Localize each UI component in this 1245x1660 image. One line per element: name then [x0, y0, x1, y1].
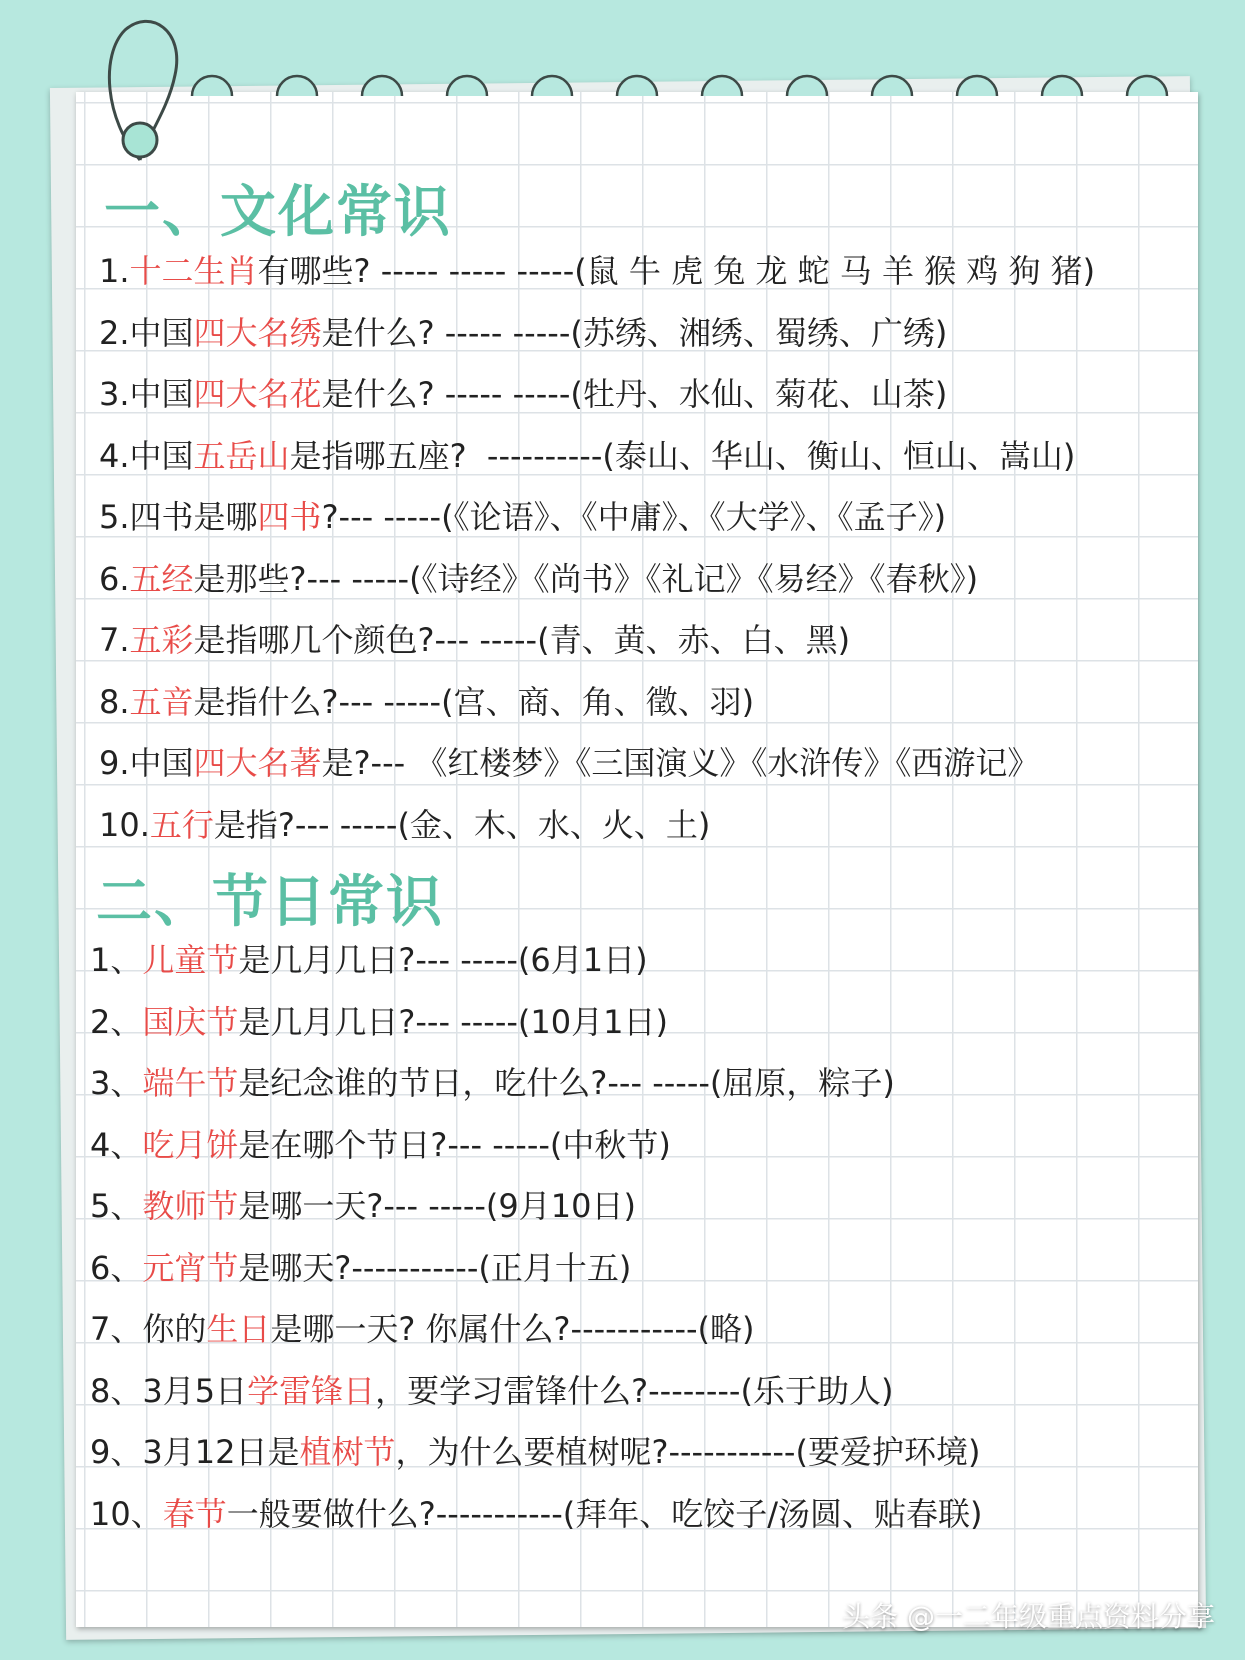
item-number: 9.中国 — [99, 744, 194, 782]
item-number: 5、 — [90, 1187, 143, 1225]
item-question-answer: 是指?--- -----(金、木、水、火、土) — [213, 805, 711, 844]
item-number: 1、 — [90, 941, 143, 979]
culture-question-item — [99, 610, 1189, 672]
item-number: 3、 — [90, 1064, 143, 1102]
item-number: 6、 — [90, 1248, 143, 1287]
item-number: 10. — [99, 805, 150, 844]
festival-question-item — [90, 1053, 1180, 1115]
culture-question-item — [99, 487, 1189, 549]
item-number: 7. — [99, 621, 130, 659]
item-question-answer: 是什么? ----- -----(牡丹、水仙、菊花、山茶) — [321, 375, 948, 413]
item-question-answer: 是指什么?--- -----(宫、商、角、徵、羽) — [193, 682, 755, 721]
festival-question-item — [90, 1176, 1180, 1238]
item-question-answer: 有哪些? ----- ----- -----(鼠 牛 虎 兔 龙 蛇 马 羊 猴 鸡 狗 猪) — [257, 252, 1096, 290]
highlight-term: 吃月饼 — [142, 1125, 239, 1164]
highlight-term: 儿童节 — [142, 941, 239, 979]
item-question-answer: 一般要做什么?-----------(拜年、吃饺子/汤圆、贴春联) — [226, 1494, 983, 1533]
highlight-term: 四书 — [257, 498, 322, 536]
highlight-term: 学雷锋日 — [247, 1371, 376, 1410]
culture-question-list — [99, 241, 1189, 856]
festival-question-item — [90, 992, 1180, 1054]
item-question-answer: 是指哪五座? ----------(泰山、华山、衡山、恒山、嵩山) — [289, 436, 1076, 475]
highlight-term: 五经 — [129, 559, 194, 598]
highlight-term: 生日 — [206, 1310, 271, 1348]
item-number: 7、你的 — [90, 1310, 207, 1348]
item-number: 2、 — [90, 1002, 143, 1041]
culture-question-item — [99, 303, 1189, 365]
highlight-term: 端午节 — [142, 1064, 239, 1102]
festival-question-list — [90, 930, 1180, 1545]
item-number: 3.中国 — [99, 375, 194, 413]
culture-question-item — [99, 364, 1189, 426]
culture-question-item — [99, 241, 1189, 303]
festival-question-item — [90, 1361, 1180, 1423]
watermark: 头条 @一二年级重点资料分享 — [842, 1600, 1215, 1633]
item-number: 6. — [99, 559, 130, 598]
highlight-term: 四大名绣 — [193, 313, 322, 352]
culture-question-item — [99, 549, 1189, 611]
highlight-term: 四大名著 — [193, 744, 322, 782]
item-question-answer: 是纪念谁的节日，吃什么?--- -----(屈原，粽子) — [238, 1064, 895, 1102]
section-title-culture: 一、文化常识 — [104, 180, 452, 245]
item-number: 4.中国 — [99, 436, 194, 475]
highlight-term: 四大名花 — [193, 375, 322, 413]
highlight-term: 五岳山 — [193, 436, 290, 475]
item-question-answer: ，为什么要植树呢?-----------(要爱护环境) — [395, 1433, 981, 1471]
festival-question-item — [90, 1484, 1180, 1546]
item-question-answer: ，要学习雷锋什么?--------(乐于助人) — [375, 1371, 894, 1410]
item-question-answer: 是那些?--- -----(《诗经》《尚书》《礼记》《易经》《春秋》) — [193, 559, 979, 598]
highlight-term: 教师节 — [142, 1187, 239, 1225]
item-question-answer: 是几月几日?--- -----(6月1日) — [238, 941, 648, 979]
culture-question-item — [99, 672, 1189, 734]
festival-question-item — [90, 1299, 1180, 1361]
highlight-term: 十二生肖 — [129, 252, 258, 290]
festival-question-item — [90, 930, 1180, 992]
item-question-answer: ?--- -----(《论语》、《中庸》、《大学》、《孟子》) — [321, 498, 947, 536]
item-number: 1. — [99, 252, 130, 290]
festival-question-item — [90, 1422, 1180, 1484]
highlight-term: 五彩 — [129, 621, 194, 659]
item-number: 8. — [99, 682, 130, 721]
highlight-term: 五音 — [129, 682, 194, 721]
highlight-term: 五行 — [149, 805, 214, 844]
highlight-term: 春节 — [162, 1494, 227, 1533]
highlight-term: 国庆节 — [142, 1002, 239, 1041]
item-question-answer: 是在哪个节日?--- -----(中秋节) — [238, 1125, 671, 1164]
item-question-answer: 是什么? ----- -----(苏绣、湘绣、蜀绣、广绣) — [321, 313, 948, 352]
item-number: 9、3月12日是 — [90, 1433, 300, 1471]
item-question-answer: 是哪天?-----------(正月十五) — [238, 1248, 632, 1287]
item-number: 8、3月5日 — [90, 1371, 248, 1410]
culture-question-item — [99, 733, 1189, 795]
item-question-answer: 是几月几日?--- -----(10月1日) — [238, 1002, 668, 1041]
item-number: 4、 — [90, 1125, 143, 1164]
highlight-term: 植树节 — [299, 1433, 396, 1471]
item-number: 10、 — [90, 1494, 163, 1533]
item-number: 5.四书是哪 — [99, 498, 258, 536]
culture-question-item — [99, 426, 1189, 488]
festival-question-item — [90, 1115, 1180, 1177]
item-question-answer: 是?--- 《红楼梦》《三国演义》《水浒传》《西游记》 — [321, 744, 1040, 782]
item-question-answer: 是哪一天? 你属什么?-----------(略) — [270, 1310, 755, 1348]
item-question-answer: 是指哪几个颜色?--- -----(青、黄、赤、白、黑) — [193, 621, 851, 659]
item-question-answer: 是哪一天?--- -----(9月10日) — [238, 1187, 636, 1225]
culture-question-item — [99, 795, 1189, 857]
festival-question-item — [90, 1238, 1180, 1300]
highlight-term: 元宵节 — [142, 1248, 239, 1287]
section-title-festivals: 二、节日常识 — [96, 870, 444, 935]
item-number: 2.中国 — [99, 313, 194, 352]
